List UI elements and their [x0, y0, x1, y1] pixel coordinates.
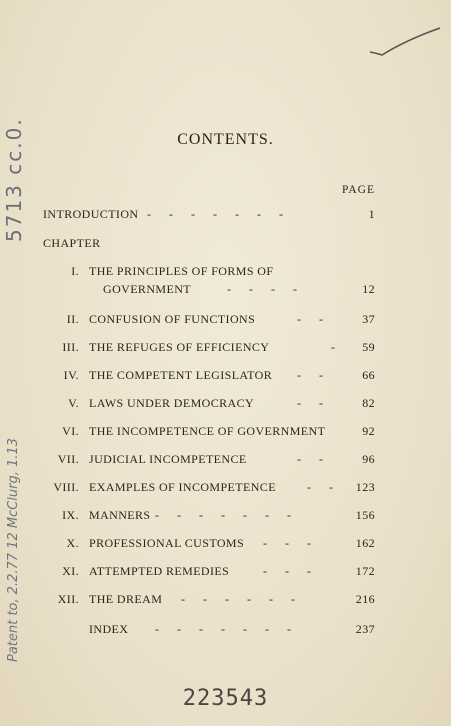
chapter-title: ATTEMPTED REMEDIES [89, 564, 230, 578]
chapter-page: 92 [362, 424, 375, 438]
toc-row: II. CONFUSION OF FUNCTIONS - - 37 [43, 312, 375, 330]
chapter-title-continued: GOVERNMENT [103, 282, 191, 296]
toc-row: I. THE PRINCIPLES OF FORMS OF GOVERNMENT - - - - 12 [43, 264, 375, 282]
chapter-page: 216 [355, 592, 375, 606]
introduction-label: INTRODUCTION [43, 207, 139, 221]
chapter-title: THE REFUGES OF EFFICIENCY [89, 340, 270, 354]
handwritten-call-number: 5713 cc.0. [2, 117, 26, 242]
chapter-page: 123 [355, 480, 375, 494]
index-page: 237 [355, 622, 375, 636]
chapter-title: JUDICIAL INCOMPETENCE [89, 452, 247, 466]
chapter-title: THE DREAM [89, 592, 163, 606]
chapter-number: X. [66, 536, 79, 550]
chapter-number: XI. [62, 564, 79, 578]
chapter-page: 172 [355, 564, 375, 578]
chapter-title: THE PRINCIPLES OF FORMS OF [89, 264, 274, 278]
chapter-title: EXAMPLES OF INCOMPETENCE [89, 480, 276, 494]
page-column-heading: PAGE [342, 184, 375, 196]
toc-row: IX. MANNERS - - - - - - - 156 [43, 508, 375, 526]
chapter-page: 82 [362, 396, 375, 410]
chapter-number: IV. [63, 368, 79, 382]
chapter-page: 156 [355, 508, 375, 522]
chapter-title: THE INCOMPETENCE OF GOVERNMENT [89, 424, 326, 438]
chapter-number: V. [68, 396, 79, 410]
chapter-title: MANNERS [89, 508, 151, 522]
page-title: CONTENTS. [177, 131, 274, 148]
toc-row: XI. ATTEMPTED REMEDIES - - - 172 [43, 564, 375, 582]
chapter-number: VII. [57, 452, 79, 466]
index-label: INDEX [89, 622, 129, 636]
chapter-page: 12 [362, 282, 375, 296]
toc-row: X. PROFESSIONAL CUSTOMS - - - 162 [43, 536, 375, 554]
library-stamp: Patent to, 2.2.77 12 McClurg, 1.13 [6, 438, 21, 662]
toc-row: IV. THE COMPETENT LEGISLATOR - - 66 [43, 368, 375, 386]
toc-row: XII. THE DREAM - - - - - - 216 [43, 592, 375, 610]
chapter-number: I. [71, 264, 79, 278]
chapter-title: THE COMPETENT LEGISLATOR [89, 368, 273, 382]
toc-row: VIII. EXAMPLES OF INCOMPETENCE - - 123 [43, 480, 375, 498]
chapter-number: VIII. [53, 480, 79, 494]
chapter-number: III. [62, 340, 79, 354]
chapter-page: 37 [362, 312, 375, 326]
toc-row: VII. JUDICIAL INCOMPETENCE - - 96 [43, 452, 375, 470]
chapter-page: 162 [355, 536, 375, 550]
chapter-page: 66 [362, 368, 375, 382]
chapter-title: CONFUSION OF FUNCTIONS [89, 312, 256, 326]
pencil-checkmark [366, 26, 442, 62]
chapter-title: PROFESSIONAL CUSTOMS [89, 536, 245, 550]
toc-row: V. LAWS UNDER DEMOCRACY - - 82 [43, 396, 375, 414]
chapter-page: 59 [362, 340, 375, 354]
accession-number-stamp: 223543 [182, 686, 269, 711]
chapter-number: IX. [62, 508, 79, 522]
chapter-page: 96 [362, 452, 375, 466]
chapter-title: LAWS UNDER DEMOCRACY [89, 396, 255, 410]
introduction-page: 1 [368, 207, 375, 221]
toc-row: III. THE REFUGES OF EFFICIENCY - 59 [43, 340, 375, 358]
chapter-number: XII. [57, 592, 79, 606]
toc-row [43, 424, 375, 442]
chapter-number: II. [66, 312, 79, 326]
chapter-heading: CHAPTER [43, 236, 101, 250]
index-row: INDEX - - - - - - - 237 [89, 622, 375, 636]
introduction-row: INTRODUCTION - - - - - - - 1 [43, 207, 375, 221]
chapter-number: VI. [62, 424, 79, 438]
